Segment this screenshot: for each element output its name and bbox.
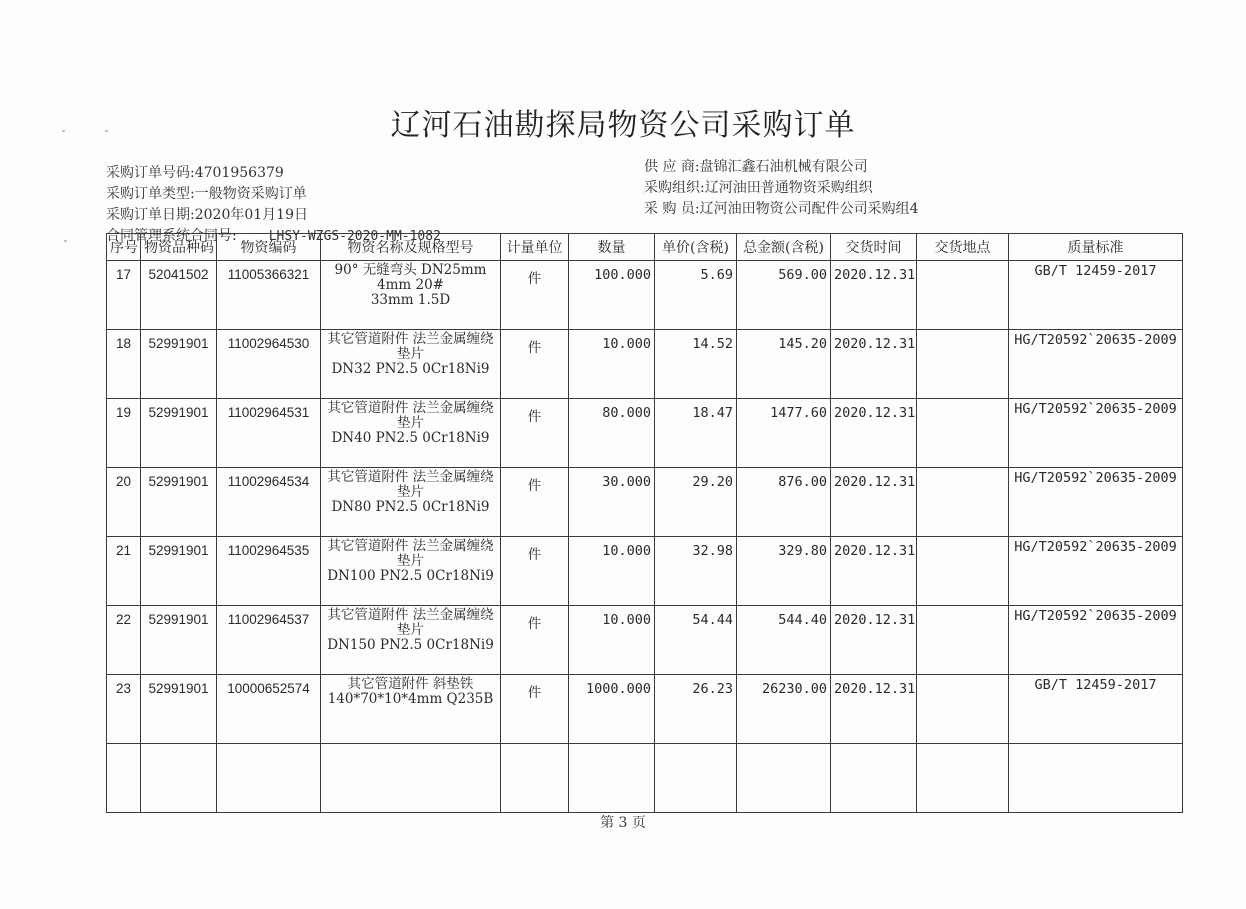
- header-name: 物资名称及规格型号: [321, 234, 501, 261]
- cell-place: [917, 468, 1009, 537]
- cell-qty: 80.000: [569, 399, 655, 468]
- cell-standard: HG/T20592`20635-2009: [1009, 606, 1183, 675]
- cell-place: [917, 537, 1009, 606]
- scan-speck: [105, 130, 108, 132]
- cell-no: 20: [107, 468, 141, 537]
- cell-unit: 件: [501, 468, 569, 537]
- header-qty: 数量: [569, 234, 655, 261]
- page-number: 第 3 页: [600, 815, 646, 831]
- header-date: 交货时间: [831, 234, 917, 261]
- cell-empty: [569, 744, 655, 813]
- cell-qty: 10.000: [569, 330, 655, 399]
- header-category: 物资品种码: [141, 234, 217, 261]
- cell-empty: [831, 744, 917, 813]
- table-row: [107, 537, 1183, 606]
- cell-qty: 10.000: [569, 537, 655, 606]
- cell-unit: 件: [501, 261, 569, 330]
- item-spec-line: DN150 PN2.5 0Cr18Ni9: [327, 637, 494, 653]
- header-no: 序号: [107, 234, 141, 261]
- item-name-line: 其它管道附件 法兰金属缠绕垫片: [327, 469, 494, 500]
- cell-total: 26230.00: [737, 675, 831, 744]
- cell-date: 2020.12.31: [831, 606, 917, 675]
- cell-no: 19: [107, 399, 141, 468]
- cell-category: 52991901: [141, 330, 217, 399]
- cell-total: 329.80: [737, 537, 831, 606]
- table-row: [107, 330, 1183, 399]
- cell-date: 2020.12.31: [831, 675, 917, 744]
- cell-name: [321, 675, 501, 744]
- cell-name: [321, 399, 501, 468]
- cell-qty: 10.000: [569, 606, 655, 675]
- cell-place: [917, 261, 1009, 330]
- cell-no: 22: [107, 606, 141, 675]
- table-row: [107, 468, 1183, 537]
- cell-empty: [141, 744, 217, 813]
- cell-standard: GB/T 12459-2017: [1009, 261, 1183, 330]
- cell-price: 32.98: [655, 537, 737, 606]
- item-spec-line: DN40 PN2.5 0Cr18Ni9: [331, 430, 490, 446]
- item-spec-line: 33mm 1.5D: [370, 292, 451, 308]
- cell-standard: GB/T 12459-2017: [1009, 675, 1183, 744]
- cell-empty: [737, 744, 831, 813]
- cell-unit: 件: [501, 606, 569, 675]
- cell-price: 26.23: [655, 675, 737, 744]
- cell-name: [321, 330, 501, 399]
- cell-category: 52991901: [141, 537, 217, 606]
- cell-price: 54.44: [655, 606, 737, 675]
- table-row: [107, 261, 1183, 330]
- cell-category: 52991901: [141, 468, 217, 537]
- header-total: 总金额(含税): [737, 234, 831, 261]
- cell-price: 29.20: [655, 468, 737, 537]
- cell-category: 52991901: [141, 675, 217, 744]
- cell-unit: 件: [501, 675, 569, 744]
- cell-code: 10000652574: [217, 675, 321, 744]
- cell-date: 2020.12.31: [831, 537, 917, 606]
- cell-name: [321, 468, 501, 537]
- cell-total: 569.00: [737, 261, 831, 330]
- cell-qty: 1000.000: [569, 675, 655, 744]
- cell-no: 23: [107, 675, 141, 744]
- item-spec-line: DN100 PN2.5 0Cr18Ni9: [327, 568, 494, 584]
- cell-date: 2020.12.31: [831, 261, 917, 330]
- party-info: [644, 157, 919, 220]
- supplier: 供 应 商:盘锦汇鑫石油机械有限公司: [644, 159, 868, 175]
- header-place: 交货地点: [917, 234, 1009, 261]
- table-row: [107, 399, 1183, 468]
- cell-standard: HG/T20592`20635-2009: [1009, 537, 1183, 606]
- cell-empty: [217, 744, 321, 813]
- cell-place: [917, 606, 1009, 675]
- cell-total: 145.20: [737, 330, 831, 399]
- cell-code: 11002964534: [217, 468, 321, 537]
- cell-place: [917, 330, 1009, 399]
- cell-code: 11005366321: [217, 261, 321, 330]
- item-name-line: 其它管道附件 法兰金属缠绕垫片: [327, 538, 494, 569]
- item-name-line: 其它管道附件 斜垫铁: [347, 676, 474, 692]
- cell-standard: HG/T20592`20635-2009: [1009, 468, 1183, 537]
- cell-code: 11002964531: [217, 399, 321, 468]
- cell-code: 11002964530: [217, 330, 321, 399]
- scan-speck: [62, 130, 65, 132]
- cell-price: 5.69: [655, 261, 737, 330]
- cell-total: 876.00: [737, 468, 831, 537]
- table-row: [107, 675, 1183, 744]
- cell-place: [917, 675, 1009, 744]
- cell-price: 14.52: [655, 330, 737, 399]
- item-spec-line: DN32 PN2.5 0Cr18Ni9: [331, 361, 490, 377]
- document-title: 辽河石油勘探局物资公司采购订单: [390, 108, 856, 143]
- cell-empty: [501, 744, 569, 813]
- cell-standard: HG/T20592`20635-2009: [1009, 330, 1183, 399]
- cell-date: 2020.12.31: [831, 330, 917, 399]
- cell-no: 21: [107, 537, 141, 606]
- cell-name: [321, 606, 501, 675]
- scan-speck: [64, 240, 67, 242]
- item-name-line: 其它管道附件 法兰金属缠绕垫片: [327, 331, 494, 362]
- cell-qty: 100.000: [569, 261, 655, 330]
- cell-empty: [107, 744, 141, 813]
- header-unit: 计量单位: [501, 234, 569, 261]
- cell-no: 18: [107, 330, 141, 399]
- cell-total: 544.40: [737, 606, 831, 675]
- cell-unit: 件: [501, 399, 569, 468]
- cell-qty: 30.000: [569, 468, 655, 537]
- item-spec-line: 140*70*10*4mm Q235B: [327, 691, 494, 707]
- cell-empty: [1009, 744, 1183, 813]
- cell-code: 11002964535: [217, 537, 321, 606]
- purchasing-org: 采购组织:辽河油田普通物资采购组织: [644, 180, 873, 196]
- buyer: 采 购 员:辽河油田物资公司配件公司采购组4: [644, 201, 919, 217]
- cell-name: [321, 261, 501, 330]
- order-date: 采购订单日期:2020年01月19日: [106, 207, 308, 223]
- table-row-empty: [107, 744, 1183, 813]
- contract-number: 合同管理系统合同号: LHSY-WZGS-2020-MM-1082: [106, 228, 441, 244]
- item-name-line: 其它管道附件 法兰金属缠绕垫片: [327, 400, 494, 431]
- purchase-order-table: [106, 233, 1183, 813]
- cell-name: [321, 537, 501, 606]
- item-spec-line: DN80 PN2.5 0Cr18Ni9: [331, 499, 490, 515]
- header-code: 物资编码: [217, 234, 321, 261]
- header-price: 单价(含税): [655, 234, 737, 261]
- cell-date: 2020.12.31: [831, 468, 917, 537]
- item-name-line: 90° 无缝弯头 DN25mm 4mm 20#: [334, 262, 487, 293]
- cell-place: [917, 399, 1009, 468]
- cell-category: 52991901: [141, 399, 217, 468]
- order-type: 采购订单类型:一般物资采购订单: [106, 186, 307, 202]
- cell-standard: HG/T20592`20635-2009: [1009, 399, 1183, 468]
- item-name-line: 其它管道附件 法兰金属缠绕垫片: [327, 607, 494, 638]
- cell-total: 1477.60: [737, 399, 831, 468]
- cell-code: 11002964537: [217, 606, 321, 675]
- cell-unit: 件: [501, 330, 569, 399]
- table-header: [107, 234, 1183, 261]
- header-standard: 质量标准: [1009, 234, 1183, 261]
- cell-empty: [655, 744, 737, 813]
- cell-category: 52041502: [141, 261, 217, 330]
- cell-no: 17: [107, 261, 141, 330]
- cell-date: 2020.12.31: [831, 399, 917, 468]
- cell-category: 52991901: [141, 606, 217, 675]
- table-row: [107, 606, 1183, 675]
- cell-unit: 件: [501, 537, 569, 606]
- order-number: 采购订单号码:4701956379: [106, 165, 284, 181]
- cell-price: 18.47: [655, 399, 737, 468]
- cell-empty: [917, 744, 1009, 813]
- cell-empty: [321, 744, 501, 813]
